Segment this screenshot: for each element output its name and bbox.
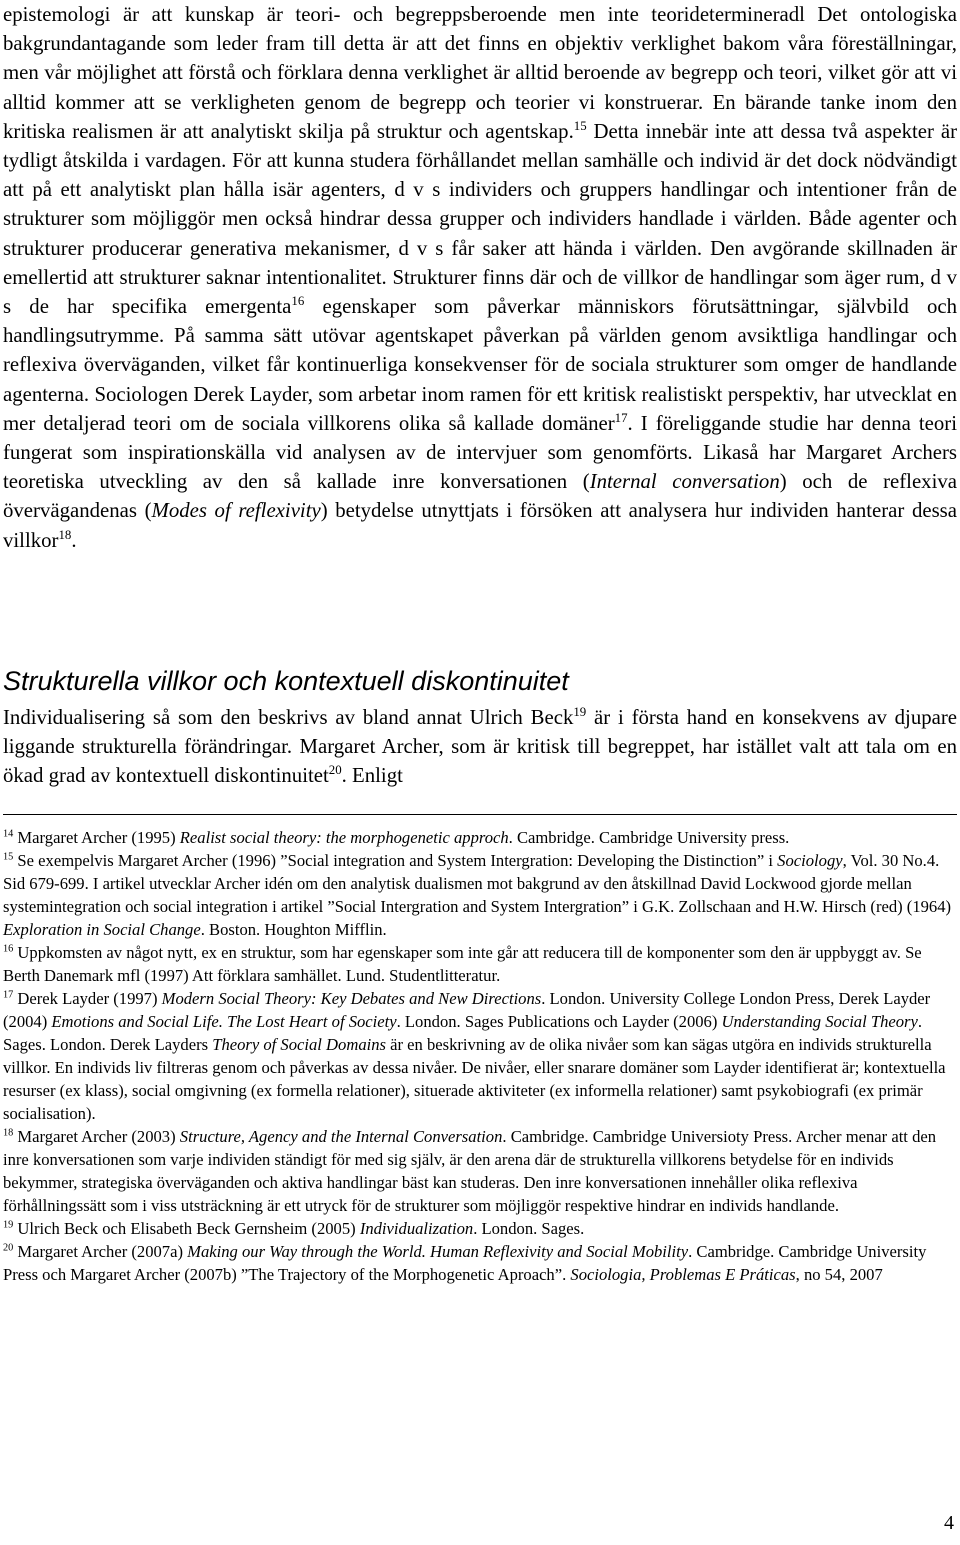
text-run: Detta innebär inte att dessa två aspekter är tydligt åtskilda i vardagen. För att kunna studera förhållandet mellan samhälle och individ är det dock nödvändigt att på ett analytiskt plan hålla isär agenters, d v s individers och gruppers handlingar och intentioner från de strukturer som möjliggör men också hindrar dessa grupper och individers handlade i världen. Både agenter och strukturer producerar generativa mekanismer, d v s får saker att hända i världen. Den avgörande skillnaden är emellertid att strukturer saknar intentionalitet. Strukturer finns där och de villkor de handlingar som äger rum, d v s de har specifika emergenta [3,119,957,319]
footnote-title: Realist social theory: the morphogenetic approch [179,828,509,847]
footnote-number: 14 [3,828,14,840]
text-run: ) och de reflexiva övervägandenas ( [3,470,957,523]
footnote-ref-20[interactable]: 20 [328,763,342,778]
footnote-text: . Sages. London. Derek Layders [3,1012,923,1054]
footnote-20 [3,1240,957,1286]
footnote-number: 15 [3,851,14,863]
text-run: egenskaper som påverkar människors förutsättningar, självbild och handlingsutrymme. På samma sätt utövar agentskapet påverkan på världen genom avsiktliga handlingar och reflexiva överväganden, vilket får kontinuerliga konsekvenser för de sociala strukturer som omger de handlande agenterna. Sociologen Derek Layder, som arbetar inom ramen för ett kritisk realistiskt perspektiv, har utvecklat en mer detaljerad teori om de sociala villkorens olika så kallade domäner [3,295,957,435]
footnote-title: Understanding Social Theory [721,1012,918,1031]
footnote-text: . London. Sages. [473,1219,585,1238]
footnote-ref-18[interactable]: 18 [58,527,72,542]
footnote-16 [3,941,957,987]
footnote-number: 16 [3,943,14,955]
text-run: . I föreliggande studie har denna teori fungerat som inspirationskälla vid analysen av de intervjuer som genomförts. Likaså har Margaret Archers teoretiska utveckling av den så kallade inre konversationen ( [3,411,957,494]
footnote-17 [3,987,957,1125]
text-run: epistemologi är att kunskap är teori- och begreppsberoende men inte teoridetermineradl Det ontologiska bakgrundantagande som leder fram till detta är att det finns en objektiv verklighet bakom våra föreställningar, men vår möjlighet att förstå och förklara denna verklighet är alltid beroende av begrepp och teori, vilket gör att vi alltid kommer att se verkligheten genom de begrepp och teorier vi konstruerar. En bärande tanke inom den kritiska realismen är att analytiskt skilja på struktur och agentskap. [3,3,957,143]
footnote-text: Ulrich Beck och Elisabeth Beck Gernsheim (2005) [13,1219,360,1238]
footnote-number: 19 [3,1219,14,1231]
footnote-ref-17[interactable]: 17 [614,410,628,425]
footnote-text: , no 54, 2007 [795,1265,883,1284]
footnote-title: Individualization [359,1219,474,1238]
footnote-15 [3,849,957,941]
footnote-title: Sociologia, Problemas E Práticas [570,1265,796,1284]
footnote-title: Theory of Social Domains [212,1035,386,1054]
footnote-text: är en beskrivning av de olika nivåer som kan sägas utgöra en individs strukturella villkor. En individs liv filtreras genom och påverkas av dessa nivåer. De nivåer, eller snarare domäner som Layder identifierat är; kontextuella resurser (ex klass), social omgivning (ex formella relationer), situerade aktiviteter (ex informella relationer) samt psykobiografi (ex primär socialisation). [3,1035,946,1123]
footnote-text: . London. University College London Press, Derek Layder (2004) [3,989,931,1031]
footnote-text: Margaret Archer (2007a) [13,1242,188,1261]
footnote-text: . Boston. Houghton Mifflin. [200,920,387,939]
footnote-number: 20 [3,1242,14,1254]
body-paragraph-2 [3,703,957,791]
footnote-text: . London. Sages Publications och Layder (2006) [396,1012,722,1031]
footnote-ref-16[interactable]: 16 [291,294,305,309]
footnote-title: Modern Social Theory: Key Debates and New Directions [161,989,542,1008]
text-run: Individualisering så som den beskrivs av bland annat Ulrich Beck [3,706,574,729]
italic-term: Modes of reflexivity [151,499,321,523]
text-run: . [71,528,77,552]
footnote-text: . Cambridge. Cambridge Universioty Press. Archer menar att den inre konversationen som varje individen ständigt för med sig själv, är den arena där de strukturella villkorens betydelse för en individs bekymmer, strategiska överväganden och aktiva handlingar bäst kan studeras. Den inre konversationen innehåller olika reflexiva förhållningssätt som i viss utsträckning är ett utryck för de strukturer som möjliggör respektive hindrar en individs handlande. [3,1127,937,1215]
text-run: . Enligt [341,764,403,788]
footnote-text: Derek Layder (1997) [13,989,162,1008]
body-paragraph-1 [3,0,957,555]
footnote-text: Margaret Archer (2003) [13,1127,180,1146]
footnotes-section [3,826,957,1286]
footnote-text: Uppkomsten av något nytt, ex en struktur, som har egenskaper som inte går att reducera till de komponenter som den är uppbyggt av. Se Berth Danemark mfl (1997) Att förklara samhället. Lund. Studentlitteratur. [3,943,922,985]
footnote-number: 18 [3,1127,14,1139]
italic-term: Internal conversation [589,470,780,494]
footnote-title: Sociology [777,851,843,870]
footnote-separator [3,814,957,815]
footnote-title: Structure, Agency and the Internal Conversation [179,1127,503,1146]
footnote-14 [3,826,957,849]
footnote-text: Se exempelvis Margaret Archer (1996) ”Social integration and System Intergration: Developing the Distinction” i [13,851,778,870]
footnote-title: Making our Way through the World. Human Reflexivity and Social Mobility [187,1242,689,1261]
footnote-text: , Vol. 30 No.4. Sid 679-699. I artikel utvecklar Archer idén om den analytisk dualismen mot bakgrund av den åtskillnad David Lockwood gjorde mellan systemintegration och social integration i artikel ”Social Intergration and System Intergration” i G.K. Zollschaan and H.W. Hirsch (red) (1964) [3,851,952,916]
footnote-19 [3,1217,957,1240]
page-number: 4 [944,1512,954,1534]
footnote-number: 17 [3,989,14,1001]
footnote-title: Emotions and Social Life. The Lost Heart of Society [51,1012,397,1031]
text-run: ) betydelse utnyttjats i försöken att analysera hur individen hanterar dessa villkor [3,499,957,552]
footnote-text: . Cambridge. Cambridge University Press och Margaret Archer (2007b) ”The Trajectory of the Morphogenetic Aproach”. [3,1242,927,1284]
footnote-text: . Cambridge. Cambridge University press. [508,828,790,847]
footnote-title: Exploration in Social Change [3,920,201,939]
footnote-ref-15[interactable]: 15 [573,118,587,133]
footnote-text: Margaret Archer (1995) [13,828,180,847]
footnote-ref-19[interactable]: 19 [573,705,587,720]
footnote-18 [3,1125,957,1217]
section-heading: Strukturella villkor och kontextuell diskontinuitet [3,666,569,696]
text-run: är i första hand en konsekvens av djupare liggande strukturella förändringar. Margaret Archer, som är kritisk till begreppet, har istället valt att tala om en ökad grad av kontextuell diskontinuitet [3,706,957,788]
